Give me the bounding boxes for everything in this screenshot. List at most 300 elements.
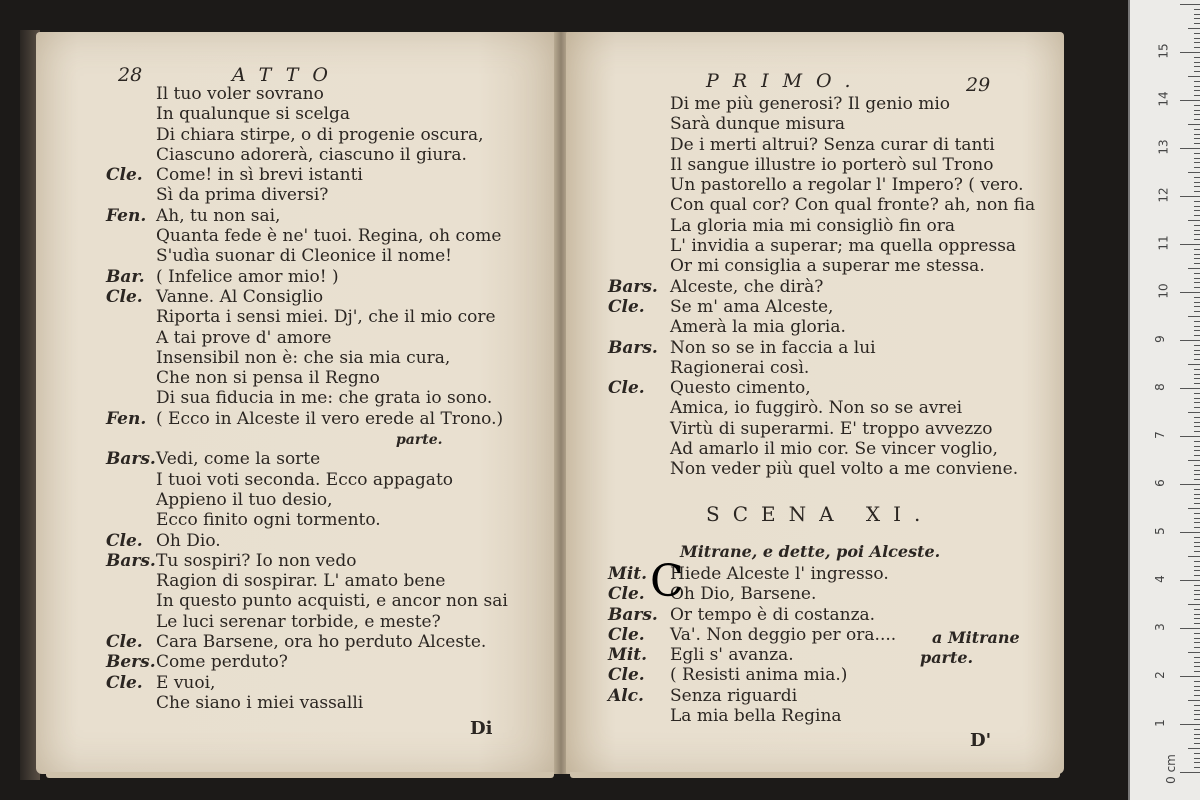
ruler-tick: [1188, 556, 1200, 557]
line-text: Le luci serenar torbide, e meste?: [156, 611, 441, 632]
ruler-tick: [1194, 686, 1200, 687]
ruler-tick: [1194, 206, 1200, 207]
line-text: Come! in sì brevi istanti: [156, 165, 363, 186]
ruler-tick: [1180, 100, 1200, 101]
ruler-tick: [1194, 498, 1200, 499]
ruler-tick: [1194, 681, 1200, 682]
text-line: [608, 625, 896, 645]
ruler-tick: [1194, 518, 1200, 519]
speaker-label: Bar.: [106, 266, 145, 287]
ruler-tick: [1194, 422, 1200, 423]
line-text: L' invidia a superar; ma quella oppressa: [670, 236, 1017, 257]
line-text: Oh Dio.: [156, 530, 221, 551]
ruler-tick: [1194, 321, 1200, 322]
line-text: Vanne. Al Consiglio: [156, 286, 324, 307]
right-page-number: 29: [966, 74, 991, 96]
ruler-tick: [1194, 546, 1200, 547]
line-text: Che siano i miei vassalli: [156, 692, 364, 713]
line-text: Questo cimento,: [670, 378, 811, 399]
ruler-tick: [1188, 700, 1200, 701]
ruler-tick: [1188, 268, 1200, 269]
text-line: [608, 645, 896, 665]
line-text: ( Resisti anima mia.): [670, 665, 848, 686]
measuring-ruler: [1128, 0, 1200, 800]
ruler-number: 14: [1156, 91, 1171, 107]
ruler-tick: [1194, 282, 1200, 283]
line-text: In questo punto acquisti, e ancor non sai: [156, 591, 508, 612]
speaker-label: Cle.: [106, 165, 143, 186]
text-line: [106, 490, 508, 510]
line-text: Ah, tu non sai,: [156, 205, 281, 226]
ruler-tick: [1194, 210, 1200, 211]
line-text: Va'. Non deggio per ora....: [670, 624, 897, 645]
ruler-tick: [1194, 273, 1200, 274]
ruler-tick: [1194, 719, 1200, 720]
ruler-number: 3: [1152, 623, 1167, 631]
ruler-tick: [1194, 455, 1200, 456]
line-text: Insensibil non è: che sia mia cura,: [156, 347, 451, 368]
line-text: In qualunque si scelga: [156, 104, 350, 125]
stage-note-parte: parte.: [920, 648, 974, 667]
ruler-number: 13: [1156, 139, 1171, 155]
ruler-tick: [1194, 23, 1200, 24]
ruler-tick: [1194, 609, 1200, 610]
text-line: [608, 195, 1035, 215]
text-line: [608, 398, 1035, 418]
text-line: [608, 358, 1035, 378]
text-line: [608, 317, 1035, 337]
ruler-tick: [1194, 527, 1200, 528]
line-text: Virtù di superarmi. E' troppo avvezzo: [670, 418, 993, 439]
ruler-number: 8: [1152, 383, 1167, 391]
ruler-tick: [1188, 652, 1200, 653]
speaker-label: Bars.: [608, 276, 658, 297]
ruler-tick: [1194, 767, 1200, 768]
ruler-tick: [1194, 110, 1200, 111]
ruler-number: 7: [1152, 431, 1167, 439]
ruler-tick: [1194, 215, 1200, 216]
speaker-label: Mit.: [608, 645, 648, 666]
left-page: [36, 32, 556, 774]
ruler-tick: [1194, 234, 1200, 235]
speaker-label: Cle.: [106, 632, 143, 653]
ruler-tick: [1194, 249, 1200, 250]
ruler-tick: [1194, 153, 1200, 154]
ruler-tick: [1194, 254, 1200, 255]
line-text: Amica, io fuggirò. Non so se avrei: [670, 398, 963, 419]
ruler-tick: [1188, 316, 1200, 317]
ruler-tick: [1194, 258, 1200, 259]
right-text-block: [608, 94, 1035, 480]
ruler-tick: [1194, 182, 1200, 183]
ruler-tick: [1194, 642, 1200, 643]
ruler-tick: [1194, 738, 1200, 739]
text-line: [106, 470, 508, 490]
left-page-edge: [46, 772, 554, 778]
ruler-number: 1: [1152, 719, 1167, 727]
text-line: [106, 429, 508, 449]
ruler-tick: [1180, 244, 1200, 245]
ruler-tick: [1194, 561, 1200, 562]
ruler-tick: [1194, 105, 1200, 106]
ruler-number: 10: [1156, 283, 1171, 299]
text-line: [106, 348, 508, 368]
ruler-tick: [1194, 143, 1200, 144]
line-text: parte.: [396, 432, 443, 449]
ruler-tick: [1194, 710, 1200, 711]
text-line: [106, 307, 508, 327]
line-text: Ragionerai così.: [670, 357, 810, 378]
text-line: [608, 378, 1035, 398]
ruler-number: 2: [1152, 671, 1167, 679]
ruler-tick: [1194, 398, 1200, 399]
ruler-tick: [1194, 522, 1200, 523]
ruler-tick: [1194, 479, 1200, 480]
ruler-tick: [1194, 18, 1200, 19]
text-line: [608, 94, 1035, 114]
text-line: [106, 693, 508, 713]
ruler-tick: [1194, 470, 1200, 471]
line-text: Ragion di sospirar. L' amato bene: [156, 571, 446, 592]
ruler-tick: [1194, 393, 1200, 394]
text-line: [608, 277, 1035, 297]
ruler-tick: [1194, 537, 1200, 538]
line-text: De i merti altrui? Senza curar di tanti: [670, 134, 995, 155]
text-line: [106, 368, 508, 388]
ruler-tick: [1194, 354, 1200, 355]
ruler-tick: [1194, 585, 1200, 586]
ruler-tick: [1194, 158, 1200, 159]
ruler-tick: [1194, 614, 1200, 615]
line-text: Or mi consiglia a superar me stessa.: [670, 256, 985, 277]
line-text: S'udìa suonar di Cleonice il nome!: [156, 246, 452, 267]
ruler-tick: [1194, 378, 1200, 379]
right-page: [566, 32, 1064, 774]
ruler-tick: [1180, 436, 1200, 437]
line-text: Quanta fede è ne' tuoi. Regina, oh come: [156, 226, 502, 247]
ruler-tick: [1194, 633, 1200, 634]
scene-cast: Mitrane, e dette, poi Alceste.: [680, 542, 941, 561]
text-line: [106, 551, 508, 571]
ruler-tick: [1180, 388, 1200, 389]
ruler-tick: [1194, 311, 1200, 312]
ruler-tick: [1194, 762, 1200, 763]
ruler-number: 4: [1152, 575, 1167, 583]
ruler-tick: [1194, 638, 1200, 639]
line-text: Il tuo voler sovrano: [156, 84, 324, 104]
line-text: Non veder più quel volto a me conviene.: [670, 459, 1019, 480]
ruler-tick: [1194, 90, 1200, 91]
text-line: [106, 165, 508, 185]
ruler-tick: [1180, 580, 1200, 581]
ruler-tick: [1194, 225, 1200, 226]
line-text: Sarà dunque misura: [670, 114, 846, 135]
text-line: [106, 388, 508, 408]
left-catchword: Di: [470, 718, 493, 739]
ruler-tick: [1194, 326, 1200, 327]
ruler-number: 11: [1156, 235, 1171, 251]
ruler-number: 6: [1152, 479, 1167, 487]
text-line: [106, 185, 508, 205]
ruler-tick: [1194, 666, 1200, 667]
ruler-unit: 0 cm: [1163, 754, 1178, 784]
ruler-tick: [1188, 508, 1200, 509]
ruler-tick: [1194, 705, 1200, 706]
scene-title: SCENA XI.: [706, 502, 934, 526]
line-text: Di sua fiducia in me: che grata io sono.: [156, 388, 493, 409]
ruler-tick: [1194, 618, 1200, 619]
ruler-tick: [1194, 657, 1200, 658]
line-text: Or tempo è di costanza.: [670, 604, 876, 625]
drop-cap: C: [650, 556, 684, 607]
text-line: [608, 155, 1035, 175]
ruler-tick: [1194, 162, 1200, 163]
ruler-tick: [1194, 81, 1200, 82]
line-text: Vedi, come la sorte: [156, 449, 321, 470]
ruler-tick: [1194, 714, 1200, 715]
ruler-tick: [1194, 743, 1200, 744]
ruler-tick: [1194, 302, 1200, 303]
ruler-tick: [1194, 402, 1200, 403]
text-line: [106, 510, 508, 530]
line-text: Se m' ama Alceste,: [670, 296, 834, 317]
ruler-tick: [1194, 263, 1200, 264]
line-text: Un pastorello a regolar l' Impero? ( vero.: [670, 175, 1024, 196]
text-line: [106, 84, 508, 104]
ruler-tick: [1194, 330, 1200, 331]
text-line: [106, 206, 508, 226]
ruler-tick: [1194, 753, 1200, 754]
line-text: Con qual cor? Con qual fronte? ah, non fia: [670, 195, 1036, 216]
left-page-number: 28: [118, 64, 143, 86]
ruler-tick: [1194, 671, 1200, 672]
right-page-edge: [570, 772, 1060, 778]
speaker-label: Bars.: [106, 449, 156, 470]
line-text: La mia bella Regina: [670, 706, 842, 727]
text-line: [608, 439, 1035, 459]
right-running-head: PRIMO.: [706, 70, 865, 92]
ruler-tick: [1180, 484, 1200, 485]
ruler-tick: [1180, 772, 1200, 773]
line-text: Di me più generosi? Il genio mio: [670, 94, 951, 114]
ruler-tick: [1194, 623, 1200, 624]
text-line: [608, 706, 896, 726]
ruler-tick: [1194, 417, 1200, 418]
text-line: [106, 246, 508, 266]
text-line: [106, 267, 508, 287]
text-line: [106, 449, 508, 469]
text-line: [608, 297, 1035, 317]
line-text: Senza riguardi: [670, 685, 798, 706]
line-text: Cara Barsene, ora ho perduto Alceste.: [156, 632, 487, 653]
ruler-tick: [1194, 575, 1200, 576]
ruler-tick: [1194, 306, 1200, 307]
ruler-tick: [1194, 14, 1200, 15]
ruler-tick: [1194, 167, 1200, 168]
text-line: [106, 652, 508, 672]
text-line: [608, 256, 1035, 276]
ruler-tick: [1180, 724, 1200, 725]
text-line: [106, 104, 508, 124]
line-text: Appieno il tuo desio,: [156, 489, 333, 510]
ruler-tick: [1194, 662, 1200, 663]
line-text: Oh Dio, Barsene.: [670, 584, 817, 605]
speaker-label: Fen.: [106, 205, 147, 226]
text-line: [608, 665, 896, 685]
ruler-tick: [1194, 350, 1200, 351]
text-line: [106, 612, 508, 632]
ruler-tick: [1188, 124, 1200, 125]
text-line: [106, 673, 508, 693]
line-text: Il sangue illustre io porterò sul Trono: [670, 154, 994, 175]
text-line: [608, 459, 1035, 479]
text-line: [106, 591, 508, 611]
ruler-tick: [1188, 76, 1200, 77]
text-line: [106, 287, 508, 307]
ruler-tick: [1188, 220, 1200, 221]
line-text: Non so se in faccia a lui: [670, 337, 876, 358]
ruler-tick: [1188, 748, 1200, 749]
ruler-tick: [1180, 292, 1200, 293]
speaker-label: Alc.: [608, 685, 644, 706]
ruler-tick: [1194, 177, 1200, 178]
ruler-tick: [1194, 47, 1200, 48]
ruler-tick: [1188, 460, 1200, 461]
ruler-tick: [1194, 695, 1200, 696]
line-text: I tuoi voti seconda. Ecco appagato: [156, 469, 454, 490]
ruler-tick: [1194, 374, 1200, 375]
ruler-tick: [1194, 494, 1200, 495]
ruler-number: 15: [1156, 43, 1171, 59]
ruler-tick: [1194, 38, 1200, 39]
ruler-tick: [1194, 551, 1200, 552]
ruler-tick: [1194, 729, 1200, 730]
line-text: Tu sospiri? Io non vedo: [156, 550, 357, 571]
ruler-tick: [1194, 57, 1200, 58]
text-line: [106, 531, 508, 551]
ruler-tick: [1194, 230, 1200, 231]
ruler-tick: [1194, 407, 1200, 408]
line-text: Come perduto?: [156, 652, 288, 673]
line-text: Alceste, che dirà?: [670, 276, 824, 297]
ruler-tick: [1194, 119, 1200, 120]
speaker-label: Cle.: [608, 378, 645, 399]
ruler-tick: [1180, 52, 1200, 53]
ruler-tick: [1194, 134, 1200, 135]
ruler-tick: [1194, 359, 1200, 360]
line-text: E vuoi,: [156, 672, 216, 693]
speaker-label: Bars.: [106, 550, 156, 571]
ruler-tick: [1194, 503, 1200, 504]
ruler-tick: [1194, 758, 1200, 759]
ruler-tick: [1194, 383, 1200, 384]
ruler-number: 12: [1156, 187, 1171, 203]
ruler-tick: [1194, 297, 1200, 298]
ruler-tick: [1194, 114, 1200, 115]
line-text: ( Infelice amor mio! ): [156, 266, 339, 287]
stage-note-a-mitrane: a Mitrane: [932, 628, 1020, 647]
ruler-tick: [1194, 426, 1200, 427]
ruler-tick: [1194, 191, 1200, 192]
text-line: [608, 419, 1035, 439]
ruler-tick: [1194, 335, 1200, 336]
ruler-tick: [1194, 129, 1200, 130]
text-line: [608, 236, 1035, 256]
ruler-tick: [1194, 734, 1200, 735]
ruler-tick: [1194, 594, 1200, 595]
left-text-block: [106, 84, 508, 713]
speaker-label: Cle.: [106, 530, 143, 551]
speaker-label: Cle.: [106, 672, 143, 693]
ruler-tick: [1194, 42, 1200, 43]
ruler-tick: [1180, 148, 1200, 149]
text-line: [106, 409, 508, 429]
line-text: A tai prove d' amore: [156, 327, 332, 348]
ruler-tick: [1194, 590, 1200, 591]
ruler-tick: [1194, 431, 1200, 432]
right-catchword: D': [970, 730, 992, 751]
ruler-tick: [1194, 33, 1200, 34]
text-line: [106, 571, 508, 591]
line-text: Amerà la mia gloria.: [670, 317, 846, 338]
ruler-tick: [1194, 9, 1200, 10]
ruler-tick: [1194, 489, 1200, 490]
speaker-label: Cle.: [608, 584, 645, 605]
speaker-label: Cle.: [608, 296, 645, 317]
ruler-tick: [1194, 66, 1200, 67]
text-line: [106, 125, 508, 145]
ruler-tick: [1194, 278, 1200, 279]
left-running-head: ATTO: [232, 64, 342, 86]
line-text: Di chiara stirpe, o di progenie oscura,: [156, 124, 484, 145]
speaker-label: Bars.: [608, 337, 658, 358]
ruler-tick: [1194, 566, 1200, 567]
speaker-label: Mit.: [608, 564, 648, 584]
text-line: [106, 145, 508, 165]
line-text: Egli s' avanza.: [670, 645, 794, 666]
text-line: [608, 338, 1035, 358]
ruler-tick: [1194, 287, 1200, 288]
ruler-tick: [1180, 628, 1200, 629]
ruler-tick: [1194, 239, 1200, 240]
ruler-tick: [1194, 138, 1200, 139]
ruler-tick: [1194, 446, 1200, 447]
ruler-tick: [1194, 441, 1200, 442]
ruler-tick: [1188, 364, 1200, 365]
text-line: [608, 216, 1035, 236]
line-text: Hiede Alceste l' ingresso.: [670, 564, 889, 584]
ruler-tick: [1180, 340, 1200, 341]
ruler-tick: [1194, 95, 1200, 96]
ruler-tick: [1194, 570, 1200, 571]
line-text: Ad amarlo il mio cor. Se vincer voglio,: [670, 439, 998, 460]
line-text: Ecco finito ogni tormento.: [156, 510, 381, 531]
line-text: Sì da prima diversi?: [156, 185, 329, 206]
line-text: Che non si pensa il Regno: [156, 368, 380, 389]
ruler-tick: [1194, 474, 1200, 475]
ruler-tick: [1194, 599, 1200, 600]
text-line: [106, 226, 508, 246]
text-line: [608, 114, 1035, 134]
ruler-tick: [1180, 676, 1200, 677]
ruler-tick: [1188, 28, 1200, 29]
speaker-label: Bers.: [106, 652, 156, 673]
ruler-tick: [1188, 412, 1200, 413]
ruler-tick: [1188, 172, 1200, 173]
ruler-tick: [1180, 196, 1200, 197]
ruler-tick: [1188, 604, 1200, 605]
text-line: [608, 135, 1035, 155]
